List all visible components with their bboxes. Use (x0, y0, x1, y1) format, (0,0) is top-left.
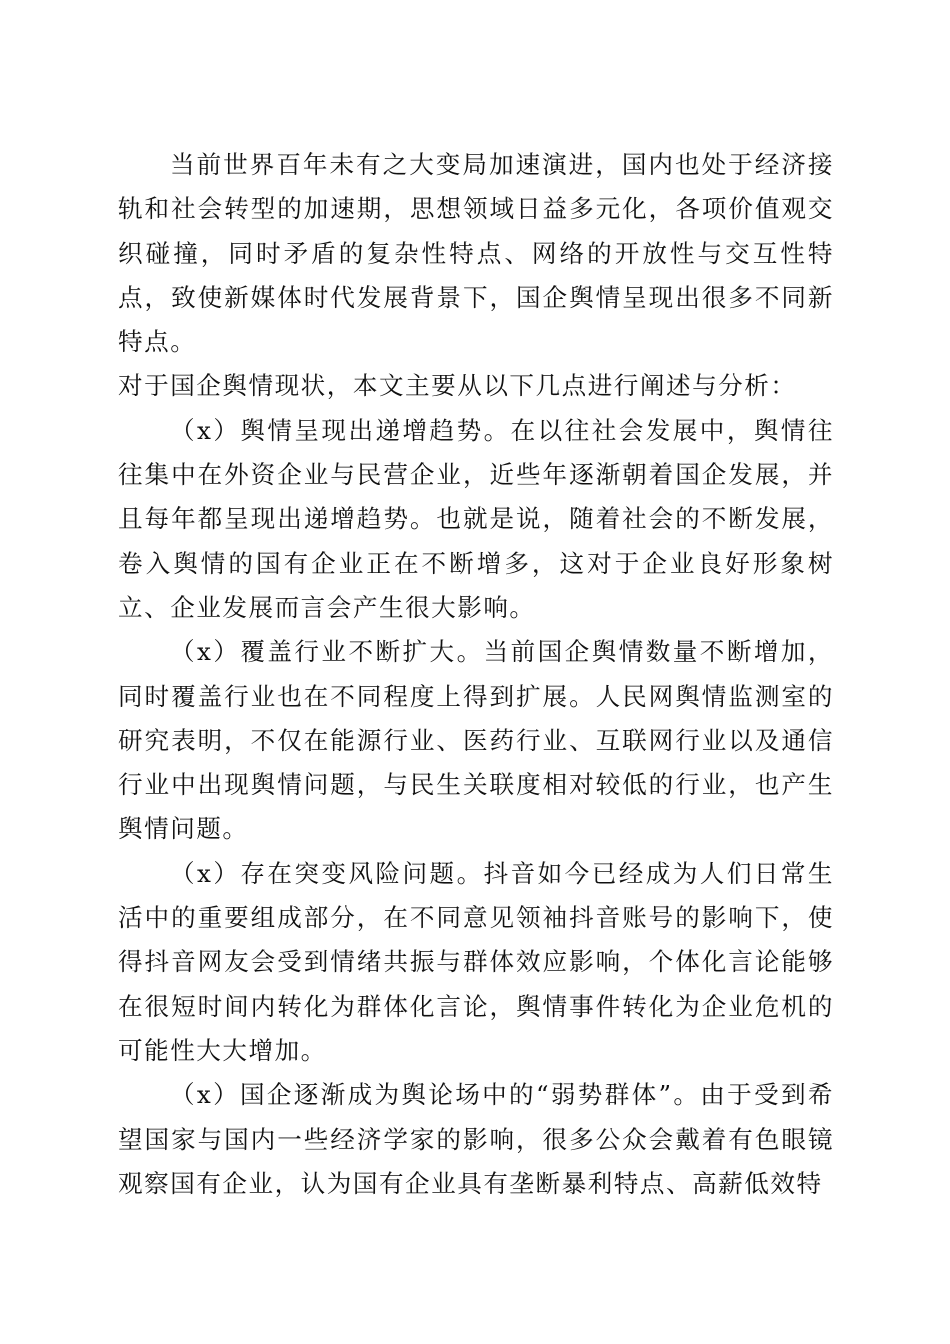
paragraph-intro-continued: 对于国企舆情现状，本文主要从以下几点进行阐述与分析： (118, 371, 797, 401)
paragraph-point-4: （x）国企逐渐成为舆论场中的“弱势群体”。由于受到希望国家与国内一些经济学家的影响，很多公众会戴着有色眼镜观察国有企业，认为国有企业具有垄断暴利特点、高薪低效特 (118, 1080, 834, 1198)
paragraph-point-1: （x）舆情呈现出递增趋势。在以往社会发展中，舆情往往集中在外资企业与民营企业，近些年逐渐朝着国企发展，并且每年都呈现出递增趋势。也就是说，随着社会的不断发展，卷入舆情的国有企业正在不断增多，这对于企业良好形象树立、企业发展而言会产生很大影响。 (118, 415, 834, 622)
document-body (118, 143, 834, 1206)
paragraph-point-3: （x）存在突变风险问题。抖音如今已经成为人们日常生活中的重要组成部分，在不同意见领袖抖音账号的影响下，使得抖音网友会受到情绪共振与群体效应影响，个体化言论能够在很短时间内转化为群体化言论，舆情事件转化为企业危机的可能性大大增加。 (118, 858, 834, 1065)
paragraph-intro: 当前世界百年未有之大变局加速演进，国内也处于经济接轨和社会转型的加速期，思想领域日益多元化，各项价值观交织碰撞，同时矛盾的复杂性特点、网络的开放性与交互性特点，致使新媒体时代发展背景下，国企舆情呈现出很多不同新特点。 (118, 150, 834, 357)
paragraph-point-2: （x）覆盖行业不断扩大。当前国企舆情数量不断增加，同时覆盖行业也在不同程度上得到扩展。人民网舆情监测室的研究表明，不仅在能源行业、医药行业、互联网行业以及通信行业中出现舆情问题，与民生关联度相对较低的行业，也产生舆情问题。 (118, 637, 834, 844)
